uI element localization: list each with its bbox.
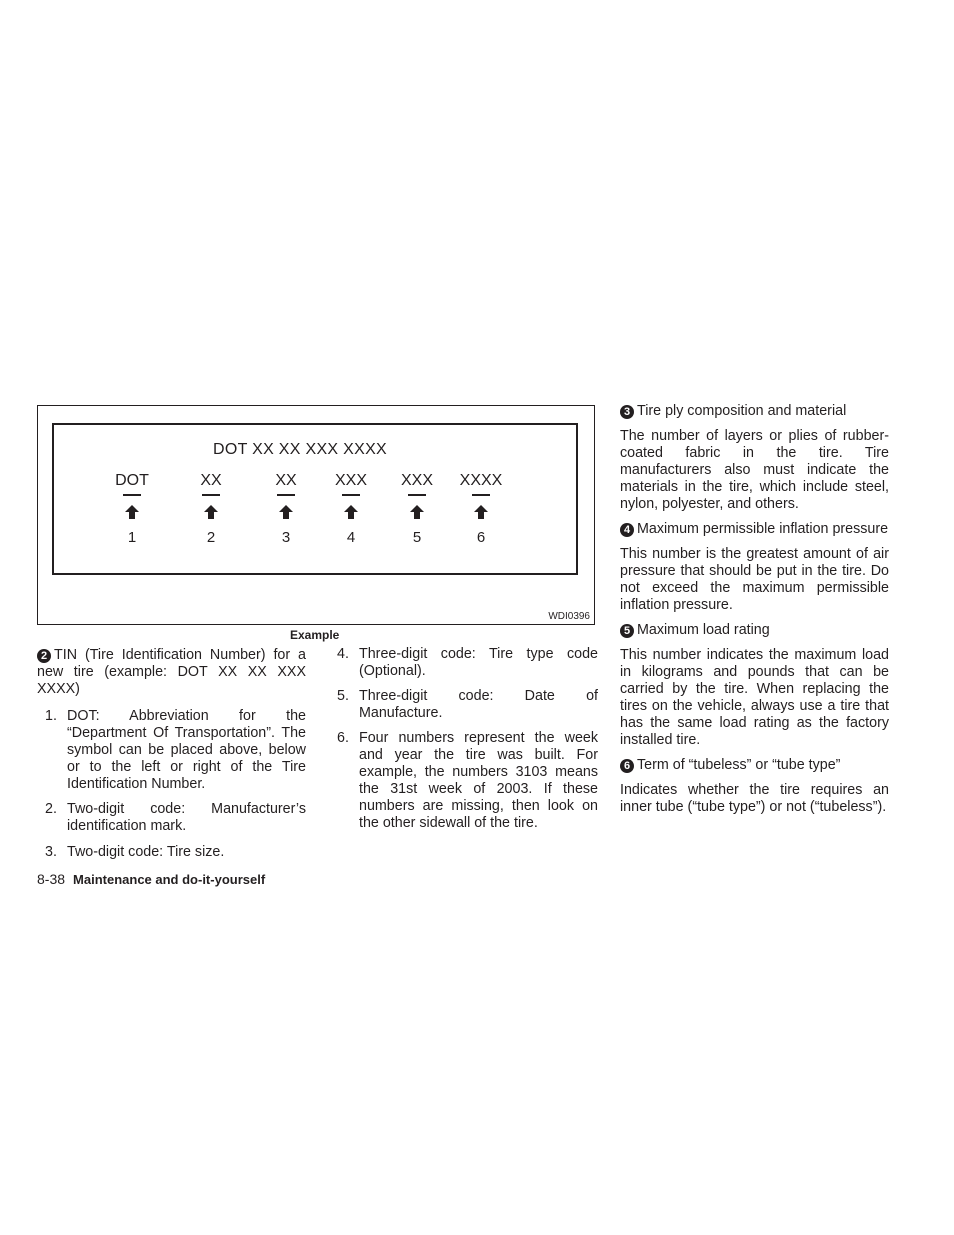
list-item-text: Four numbers represent the week and year the tire was built. For example, the numbers 3103 means the 31st week of 2003. If these numbers are missing, then look on the other sidewall of the tire. bbox=[359, 730, 598, 831]
list-item-number: 1. bbox=[45, 708, 57, 724]
segment-text: XXX bbox=[334, 472, 367, 489]
list-item-text: DOT: Abbreviation for the “Department Of Transportation”. The symbol can be placed above, below or to the left or right of the Tire Identification Number. bbox=[67, 708, 306, 792]
segment-number: 5 bbox=[412, 529, 422, 546]
segment-number: 1 bbox=[127, 529, 137, 546]
up-arrow-icon bbox=[124, 504, 140, 520]
column-left bbox=[37, 647, 306, 698]
up-arrow-icon bbox=[278, 504, 294, 520]
section-heading-ply bbox=[620, 403, 889, 420]
segment-6 bbox=[446, 472, 516, 546]
tin-list-left bbox=[37, 708, 306, 861]
list-item-number: 5. bbox=[337, 688, 349, 704]
list-item-number: 3. bbox=[45, 844, 57, 860]
segment-underline bbox=[342, 494, 360, 496]
section-body-ply: The number of layers or plies of rubber-coated fabric in the tire. Tire manufacturers also must indicate the materials in the tire, which include steel, nylon, polyester, and others. bbox=[620, 428, 889, 512]
circled-number-6-icon: 6 bbox=[620, 759, 634, 773]
segment-2 bbox=[176, 472, 246, 546]
list-item-number: 6. bbox=[337, 730, 349, 746]
segment-3 bbox=[251, 472, 321, 546]
segment-underline bbox=[472, 494, 490, 496]
circled-number-3-icon: 3 bbox=[620, 405, 634, 419]
tin-intro bbox=[37, 647, 306, 698]
segment-number: 2 bbox=[206, 529, 216, 546]
segment-underline bbox=[277, 494, 295, 496]
tin-intro-text: TIN (Tire Identification Number) for a new tire (example: DOT XX XX XXX XXXX) bbox=[37, 647, 306, 697]
tire-code-panel bbox=[52, 423, 578, 575]
circled-number-4-icon: 4 bbox=[620, 523, 634, 537]
segment-1 bbox=[97, 472, 167, 546]
segment-text: DOT bbox=[115, 472, 149, 489]
segment-underline bbox=[123, 494, 141, 496]
figure-code: WDI0396 bbox=[548, 611, 590, 622]
circled-number-5-icon: 5 bbox=[620, 624, 634, 638]
section-body-tube: Indicates whether the tire requires an inner tube (“tube type”) or not (“tubeless”). bbox=[620, 782, 889, 815]
list-item bbox=[37, 708, 306, 793]
segment-underline bbox=[202, 494, 220, 496]
figure-caption: Example bbox=[290, 628, 340, 642]
segment-5 bbox=[382, 472, 452, 546]
up-arrow-icon bbox=[409, 504, 425, 520]
list-item bbox=[329, 646, 598, 680]
section-heading-load bbox=[620, 622, 889, 639]
up-arrow-icon bbox=[343, 504, 359, 520]
segment-underline bbox=[408, 494, 426, 496]
section-heading-pressure bbox=[620, 521, 889, 538]
section-heading-tube bbox=[620, 757, 889, 774]
list-item bbox=[37, 844, 306, 861]
tire-code-figure bbox=[37, 405, 595, 625]
section-title: Maintenance and do-it-yourself bbox=[73, 872, 266, 887]
segment-number: 6 bbox=[476, 529, 486, 546]
segment-4 bbox=[316, 472, 386, 546]
list-item bbox=[329, 688, 598, 722]
list-item-number: 2. bbox=[45, 801, 57, 817]
list-item-number: 4. bbox=[337, 646, 349, 662]
up-arrow-icon bbox=[473, 504, 489, 520]
list-item bbox=[37, 801, 306, 835]
section-heading-text: Maximum permissible inflation pressure bbox=[637, 521, 889, 537]
circled-number-2-icon: 2 bbox=[37, 649, 51, 663]
segment-text: XX bbox=[200, 472, 222, 489]
page-footer bbox=[37, 871, 265, 887]
list-item bbox=[329, 730, 598, 832]
list-item-text: Three-digit code: Date of Manufacture. bbox=[359, 688, 598, 721]
segment-number: 4 bbox=[346, 529, 356, 546]
section-body-pressure: This number is the greatest amount of air pressure that should be put in the tire. Do not exceed the maximum permissible inflation pressure. bbox=[620, 546, 889, 613]
section-body-load: This number indicates the maximum load in kilograms and pounds that can be carried by the tire. When replacing the tires on the vehicle, always use a tire that has the same load rating as the factory installed tire. bbox=[620, 647, 889, 748]
segment-number: 3 bbox=[281, 529, 291, 546]
segment-text: XXXX bbox=[459, 472, 503, 489]
segment-text: XXX bbox=[400, 472, 433, 489]
list-item-text: Three-digit code: Tire type code (Optional). bbox=[359, 646, 598, 679]
list-item-text: Two-digit code: Tire size. bbox=[67, 844, 225, 860]
up-arrow-icon bbox=[203, 504, 219, 520]
section-heading-text: Tire ply composition and material bbox=[637, 403, 847, 419]
tin-list-middle bbox=[329, 646, 598, 832]
segment-text: XX bbox=[275, 472, 297, 489]
section-heading-text: Term of “tubeless” or “tube type” bbox=[637, 757, 841, 773]
column-right bbox=[620, 403, 889, 816]
dot-code-line: DOT XX XX XXX XXXX bbox=[212, 441, 388, 458]
page-number: 8-38 bbox=[37, 871, 66, 887]
section-heading-text: Maximum load rating bbox=[637, 622, 770, 638]
list-item-text: Two-digit code: Manufacturer’s identification mark. bbox=[67, 801, 306, 834]
